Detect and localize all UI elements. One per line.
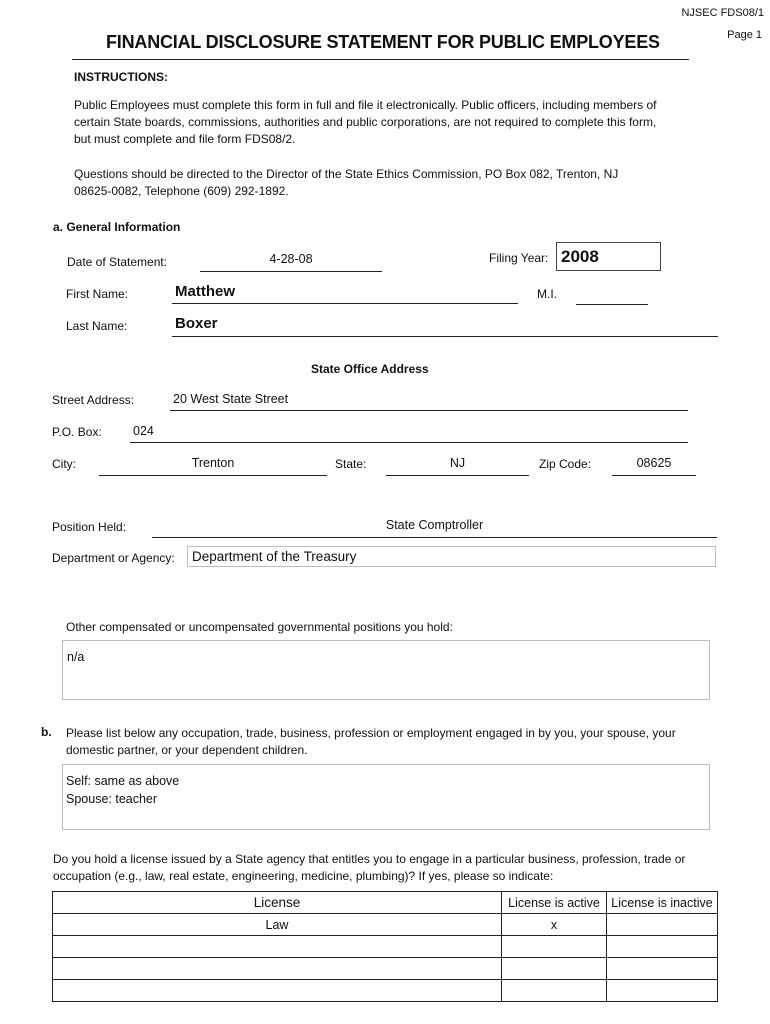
license-cell[interactable] — [53, 980, 502, 1002]
question-line: occupation (e.g., law, real estate, engineering, medicine, plumbing)? If yes, please so indicate: — [53, 869, 554, 883]
address-heading: State Office Address — [311, 362, 429, 376]
street-field[interactable]: 20 West State Street — [170, 392, 688, 411]
license-inactive-cell[interactable] — [607, 914, 718, 936]
license-table-header — [53, 892, 718, 914]
form-id: NJSEC FDS08/1 — [681, 7, 764, 19]
instructions-line: Questions should be directed to the Director of the State Ethics Commission, PO Box 082, Trenton, NJ — [74, 167, 619, 181]
title-rule — [72, 59, 689, 60]
state-label: State: — [335, 457, 367, 471]
first-name-field[interactable]: Matthew — [172, 283, 518, 304]
city-label: City: — [52, 457, 76, 471]
form-title: FINANCIAL DISCLOSURE STATEMENT FOR PUBLIC EMPLOYEES — [106, 32, 660, 52]
table-row — [53, 914, 718, 936]
zip-field[interactable]: 08625 — [612, 456, 696, 476]
license-inactive-cell[interactable] — [607, 980, 718, 1002]
other-positions-field[interactable]: n/a — [62, 640, 710, 700]
occupation-line: Self: same as above — [66, 774, 180, 788]
instructions-line: Public Employees must complete this form in full and file it electronically. Public officers, including members of — [74, 98, 657, 112]
date-field[interactable]: 4-28-08 — [200, 252, 382, 272]
filing-year-field[interactable]: 2008 — [556, 242, 661, 271]
license-cell[interactable]: Law — [53, 914, 502, 936]
department-label: Department or Agency: — [52, 551, 175, 565]
occupation-field[interactable] — [62, 764, 710, 830]
license-question — [53, 851, 685, 885]
instructions-paragraph-2 — [74, 166, 618, 200]
question-line: Please list below any occupation, trade, business, profession or employment engaged in by you, your spouse, your — [66, 726, 676, 740]
pobox-label: P.O. Box: — [52, 425, 102, 439]
last-name-label: Last Name: — [66, 319, 128, 333]
license-cell[interactable] — [53, 936, 502, 958]
table-row — [53, 936, 718, 958]
date-label: Date of Statement: — [67, 255, 168, 269]
occupation-question — [66, 725, 676, 759]
pobox-field[interactable]: 024 — [130, 424, 688, 443]
filing-year-label: Filing Year: — [489, 251, 549, 265]
license-inactive-cell[interactable] — [607, 936, 718, 958]
license-active-cell[interactable] — [502, 958, 607, 980]
instructions-paragraph-1 — [74, 97, 656, 148]
street-label: Street Address: — [52, 393, 135, 407]
table-row — [53, 980, 718, 1002]
position-field[interactable]: State Comptroller — [152, 518, 717, 538]
mi-field[interactable] — [576, 286, 648, 305]
license-cell[interactable] — [53, 958, 502, 980]
license-active-cell[interactable] — [502, 936, 607, 958]
question-line: Do you hold a license issued by a State agency that entitles you to engage in a particular business, profession, trade or — [53, 852, 686, 866]
license-active-cell[interactable]: x — [502, 914, 607, 936]
first-name-label: First Name: — [66, 287, 129, 301]
question-line: domestic partner, or your dependent children. — [66, 743, 308, 757]
license-active-cell[interactable] — [502, 980, 607, 1002]
occupation-line: Spouse: teacher — [66, 792, 158, 806]
section-b-marker: b. — [41, 725, 52, 739]
license-inactive-cell[interactable] — [607, 958, 718, 980]
general-info-heading: a. General Information — [53, 220, 181, 234]
license-table — [52, 891, 718, 1002]
position-label: Position Held: — [52, 520, 127, 534]
department-field[interactable]: Department of the Treasury — [187, 546, 716, 567]
mi-label: M.I. — [537, 287, 557, 301]
last-name-field[interactable]: Boxer — [172, 315, 718, 337]
license-header: License — [53, 892, 502, 914]
instructions-line: certain State boards, commissions, authorities and public corporations, are not required to complete this form, — [74, 115, 657, 129]
instructions-heading: INSTRUCTIONS: — [74, 70, 168, 84]
zip-label: Zip Code: — [539, 457, 592, 471]
other-positions-label: Other compensated or uncompensated governmental positions you hold: — [66, 620, 453, 634]
table-row — [53, 958, 718, 980]
instructions-line: 08625-0082, Telephone (609) 292-1892. — [74, 184, 289, 198]
license-inactive-header: License is inactive — [607, 892, 718, 914]
license-active-header: License is active — [502, 892, 607, 914]
page-number: Page 1 — [727, 29, 762, 41]
city-field[interactable]: Trenton — [99, 456, 327, 476]
state-field[interactable]: NJ — [386, 456, 529, 476]
instructions-line: but must complete and file form FDS08/2. — [74, 132, 296, 146]
